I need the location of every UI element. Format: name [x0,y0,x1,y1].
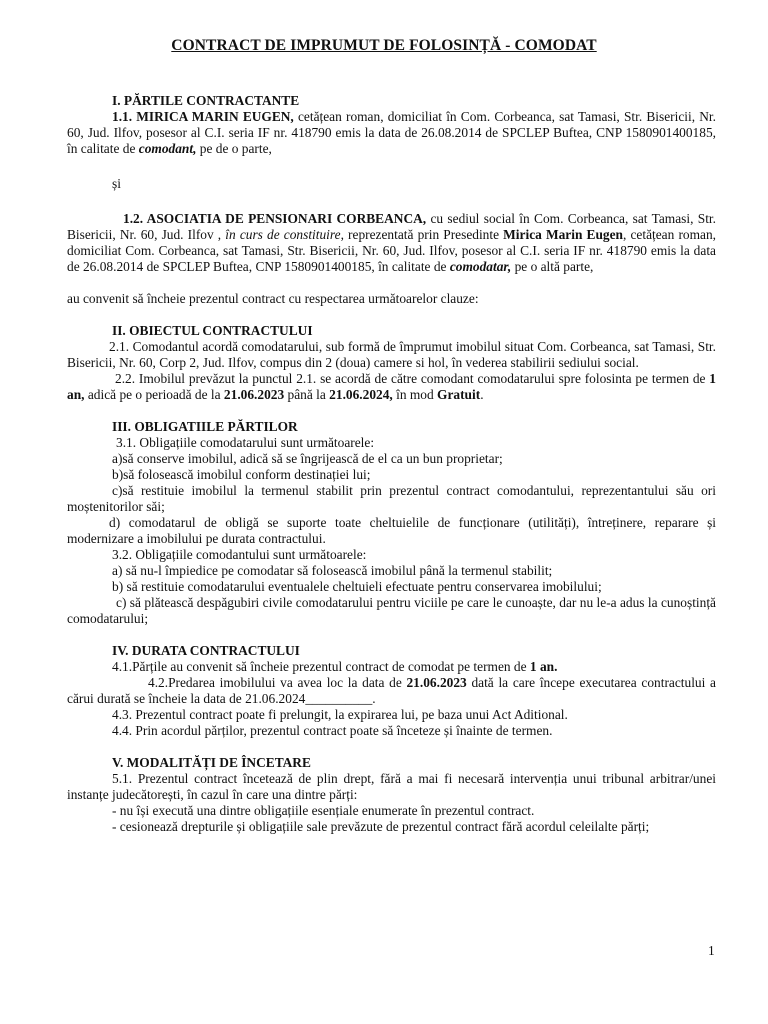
clause-4-4: 4.4. Prin acordul părților, prezentul contract poate să înceteze și înainte de termen. [112,723,553,738]
clause-2-2: 2.2. Imobilul prevăzut la punctul 2.1. se acordă de către comodant comodatarului spre folosinta pe termen de 1 an, adică pe o perioadă de la 21.06.2023 până la 21.06.2024, în mod Gratuit. [67,371,716,402]
section-5-heading: V. MODALITĂȚI DE ÎNCETARE [112,755,311,770]
agreement-clause: au convenit să încheie prezentul contract cu respectarea următoarelor clauze: [67,291,479,306]
clause-4-3: 4.3. Prezentul contract poate fi prelungit, la expirarea lui, pe baza unui Act Aditional. [112,707,568,722]
clause-3-1-intro: 3.1. Obligațiile comodatarului sunt următoarele: [116,435,375,450]
clause-5-1: 5.1. Prezentul contract încetează de plin drept, fără a mai fi necesară intervenția unui tribunal arbitrar/unei instanțe judecătorești, în cazul în care una dintre părți: [67,771,716,802]
section-2-heading: II. OBIECTUL CONTRACTULUI [112,323,313,338]
document-title: CONTRACT DE IMPRUMUT DE FOLOSINȚĂ - COMODAT [171,37,597,54]
clause-5-1-bullet-1: - nu își execută una dintre obligațiile esențiale enumerate în prezentul contract. [112,803,535,818]
conjunction-si: și [112,176,121,191]
clause-3-2-b: b) să restituie comodatarului eventualele cheltuieli efectuate pentru conservarea imobilului; [112,579,602,594]
clause-3-2-intro: 3.2. Obligațiile comodantului sunt următoarele: [112,547,367,562]
clause-2-1: 2.1. Comodantul acordă comodatarului, sub formă de împrumut imobilul situat Com. Corbeanca, sat Tamasi, Str. Bisericii, Nr. 60, Corp 2, Jud. Ilfov, compus din 2 (doua) camere si hol, în vederea stabilirii sediului social. [67,339,716,370]
clause-3-1-c: c)să restituie imobilul la termenul stabilit prin prezentul contract comodantului, reprezentantului său ori moștenitorilor săi; [67,483,716,514]
section-4-heading: IV. DURATA CONTRACTULUI [112,643,300,658]
clause-3-2-c: c) să plătească despăgubiri civile comodatarului pentru viciile pe care le cunoaște, dar nu le-a adus la cunoștință comodatarului; [67,595,716,626]
page-number: 1 [708,943,715,958]
section-3-heading: III. OBLIGATIILE PĂRTILOR [112,419,298,434]
clause-4-2: 4.2.Predarea imobilului va avea loc la data de 21.06.2023 dată la care începe executarea contractului a cărui durată se încheie la data de 21.06.2024__________. [67,675,716,706]
section-1-heading: I. PĂRTILE CONTRACTANTE [112,93,300,108]
document-body [67,93,716,835]
clause-5-1-bullet-2: - cesionează drepturile și obligațiile sale prevăzute de prezentul contract fără acordul celeilalte părți; [112,819,650,834]
party-2-paragraph: 1.2. ASOCIATIA DE PENSIONARI CORBEANCA, cu sediul social în Com. Corbeanca, sat Tamasi, Str. Bisericii, Nr. 60, Jud. Ilfov , în curs de constituire, reprezentată prin Presedinte Mirica Marin Eugen, cetățean roman, domiciliat Com. Corbeanca, sat Tamasi, Str. Bisericii, Nr. 60, Jud. Ilfov, posesor al C.I. seria IF nr. 418790 emis la data de 26.08.2014 de SPCLEP Buftea, CNP 1580901400185, în calitate de comodatar, pe o altă parte, [67,211,717,274]
party-1-paragraph: 1.1. MIRICA MARIN EUGEN, cetățean roman, domiciliat în Com. Corbeanca, sat Tamasi, Str. Bisericii, Nr. 60, Jud. Ilfov, posesor al C.I. seria IF nr. 418790 emis la data de 26.08.2014 de SPCLEP Buftea, CNP 1580901400185, în calitate de comodant, pe de o parte, [67,109,716,156]
clause-3-1-b: b)să folosească imobilul conform destinației lui; [112,467,371,482]
clause-3-1-a: a)să conserve imobilul, adică să se îngrijească de el ca un bun proprietar; [112,451,503,466]
clause-3-1-d: d) comodatarul de obligă se suporte toate cheltuielile de funcționare (utilități), întreținere, reparare și modernizare a imobilului pe durata contractului. [67,515,716,546]
clause-4-1: 4.1.Părțile au convenit să încheie prezentul contract de comodat pe termen de 1 an. [112,659,558,674]
clause-3-2-a: a) să nu-l împiedice pe comodatar să folosească imobilul până la termenul stabilit; [112,563,553,578]
